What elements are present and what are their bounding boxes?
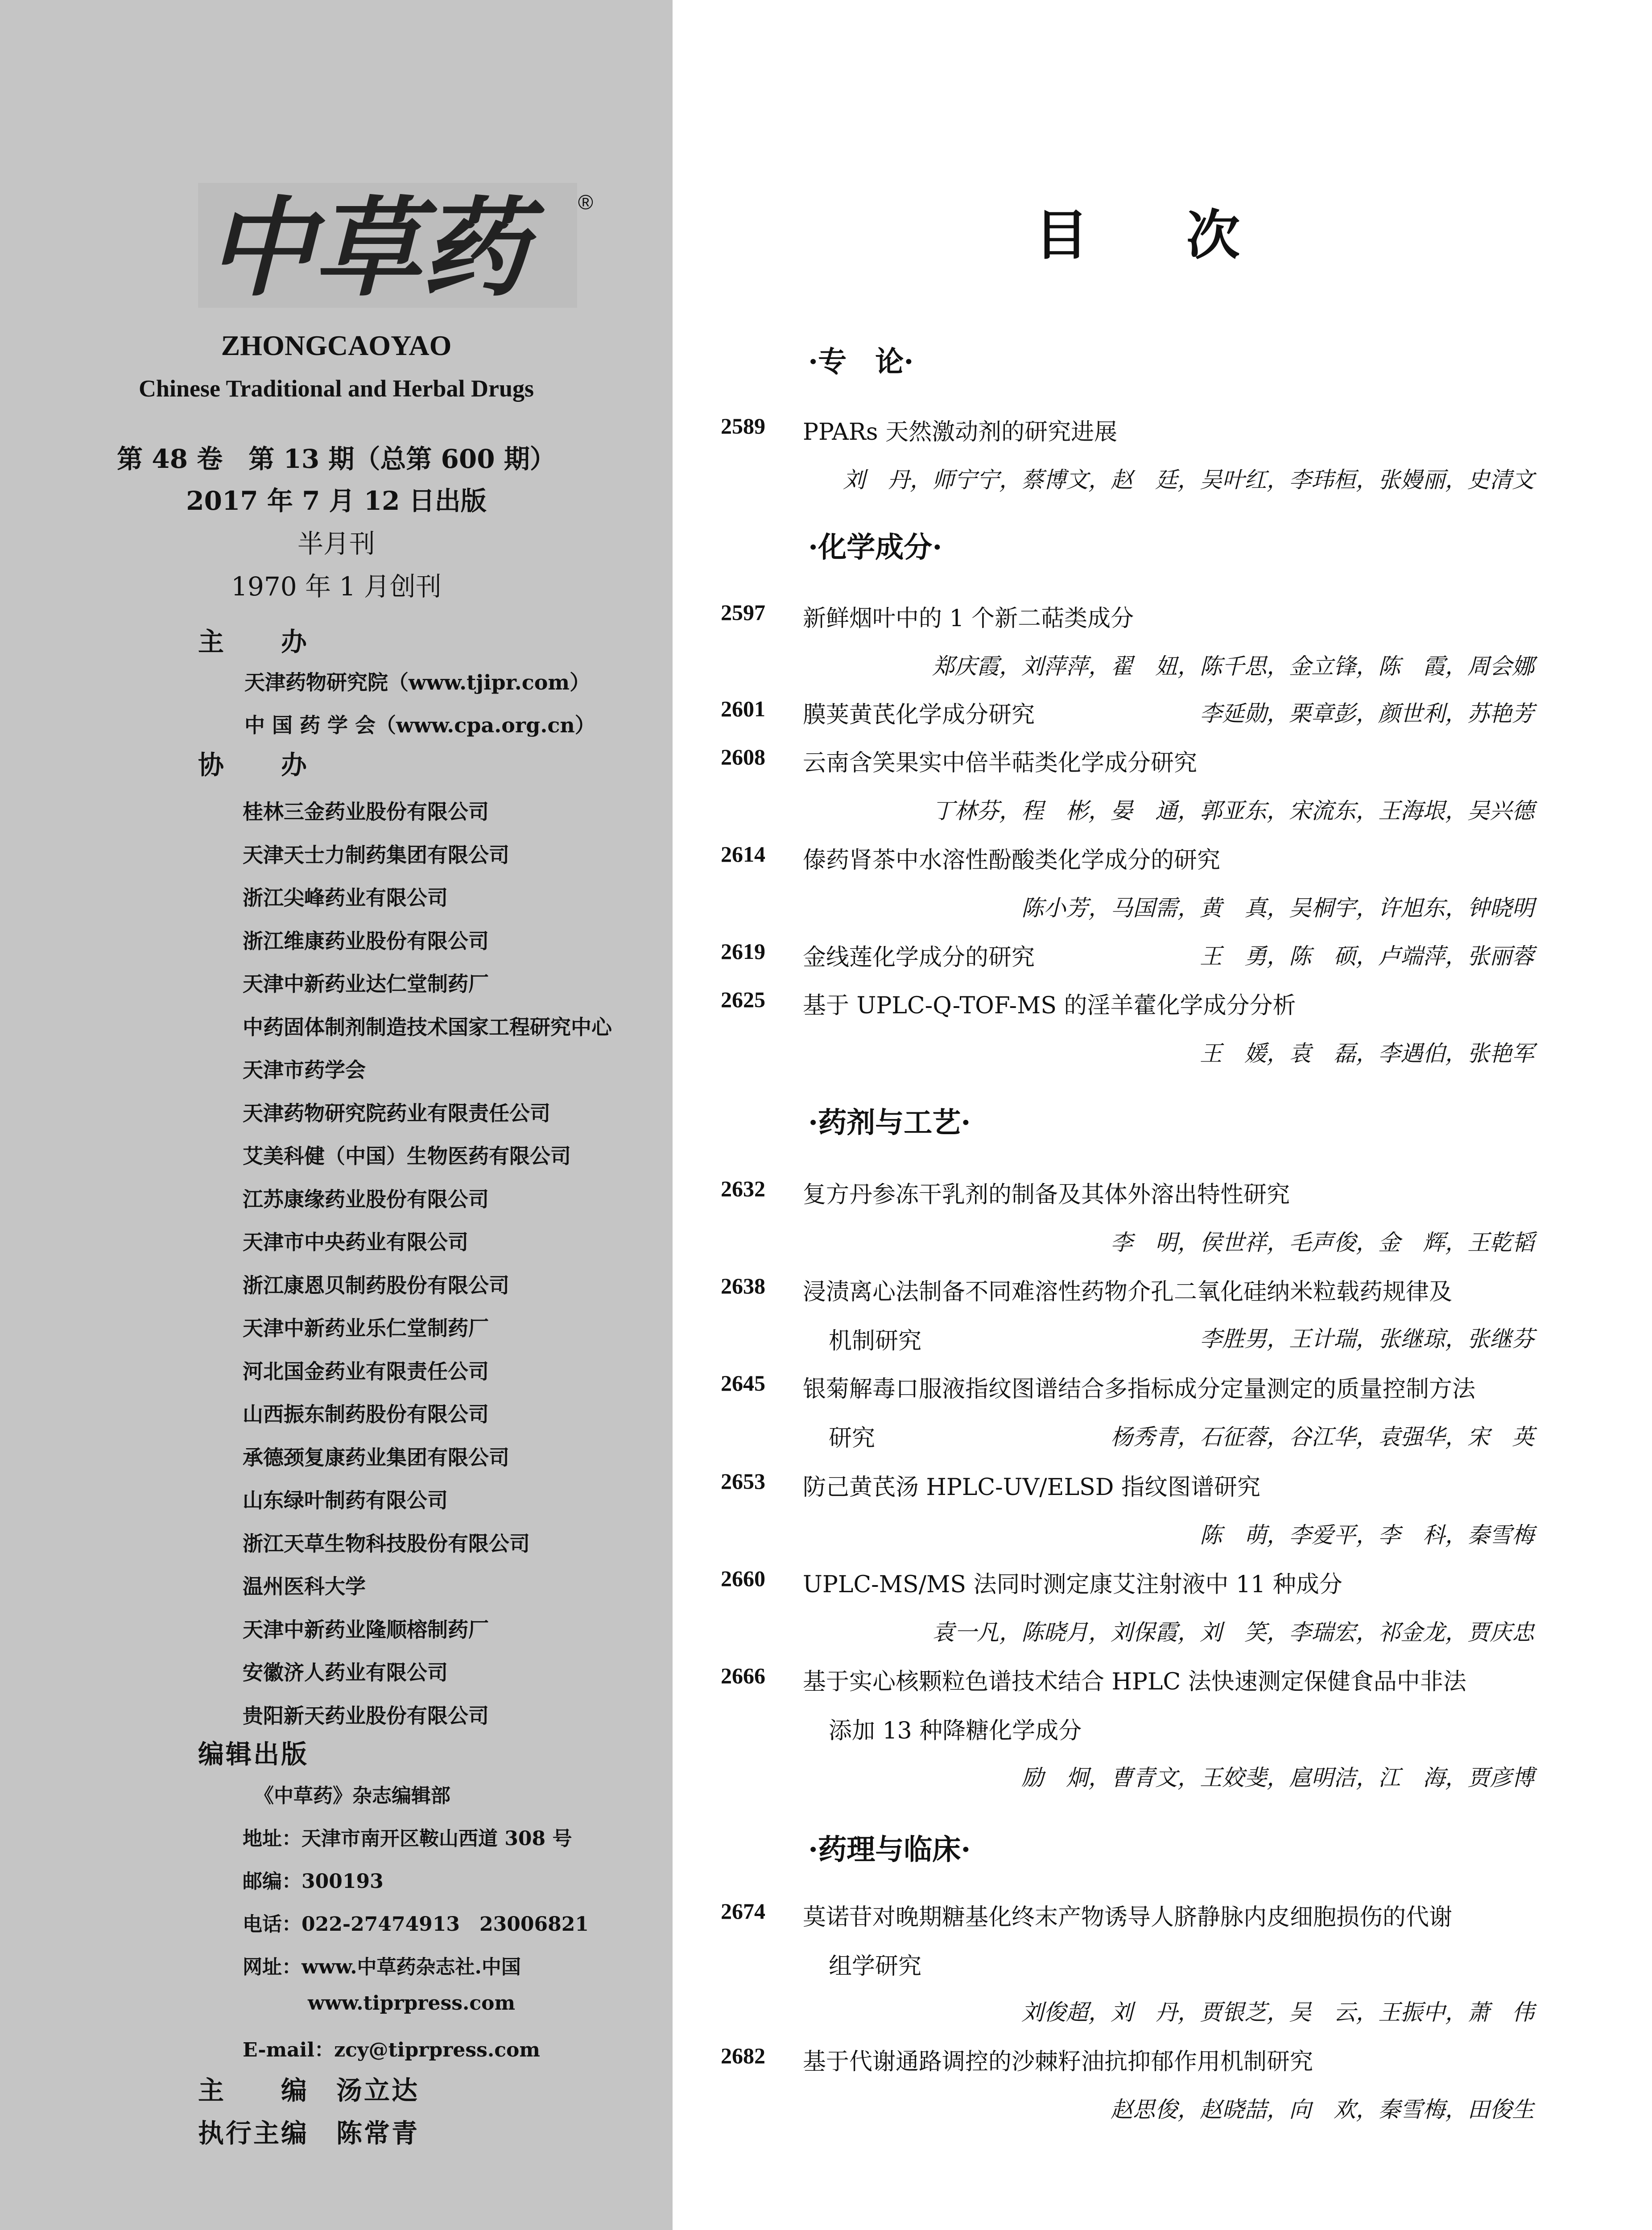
article-page-number[interactable]: 2666 [721, 1663, 765, 1688]
sidebar [0, 0, 673, 2230]
sponsor-item: 中 国 药 学 会（www.cpa.org.cn） [244, 713, 595, 737]
article-page-number[interactable]: 2653 [721, 1469, 765, 1494]
article-authors: 王 媛，袁 磊，李遇伯，张艳军 [1200, 1041, 1534, 1066]
co-sponsor-item: 艾美科健（中国）生物医药有限公司 [243, 1144, 571, 1168]
registered-mark: ® [578, 190, 593, 214]
co-sponsor-item: 浙江维康药业股份有限公司 [243, 929, 489, 953]
article-page-number[interactable]: 2682 [721, 2043, 765, 2068]
co-sponsor-item: 天津市中央药业有限公司 [243, 1230, 468, 1254]
co-sponsor-item: 中药固体制剂制造技术国家工程研究中心 [243, 1015, 612, 1039]
co-sponsor-item: 天津中新药业乐仁堂制药厂 [243, 1316, 489, 1340]
article-authors: 刘 丹，师宁宁，蔡博文，赵 廷，吴叶红，李玮桓，张嫚丽，史清文 [843, 467, 1534, 493]
article-title[interactable]: 复方丹参冻干乳剂的制备及其体外溶出特性研究 [803, 1181, 1290, 1208]
article-title[interactable]: 莫诺苷对晚期糖基化终末产物诱导人脐静脉内皮细胞损伤的代谢 [803, 1904, 1453, 1931]
article-title[interactable]: UPLC-MS/MS 法同时测定康艾注射液中 11 种成分 [803, 1571, 1342, 1598]
co-sponsor-item: 浙江天草生物科技股份有限公司 [243, 1531, 530, 1556]
article-page-number[interactable]: 2660 [721, 1566, 765, 1591]
article-authors: 杨秀青，石征蓉，谷江华，袁强华，宋 英 [1111, 1424, 1534, 1450]
journal-english-subtitle: Chinese Traditional and Herbal Drugs [138, 375, 534, 402]
frequency: 半月刊 [297, 529, 375, 559]
article-page-number[interactable]: 2597 [721, 600, 765, 625]
publish-date: 2017 年 7 月 12 日出版 [186, 486, 487, 516]
article-page-number[interactable]: 2638 [721, 1273, 765, 1298]
article-page-number[interactable]: 2601 [721, 696, 765, 721]
article-authors: 郑庆霞，刘萍萍，翟 妞，陈千思，金立锋，陈 霞，周会娜 [932, 653, 1534, 679]
article-title[interactable]: 膜荚黄芪化学成分研究 [803, 702, 1035, 728]
article-authors: 李胜男，王计瑞，张继琼，张继芬 [1200, 1326, 1534, 1352]
article-authors: 王 勇，陈 硕，卢端萍，张丽蓉 [1200, 943, 1534, 969]
editorial-postcode: 邮编：300193 [243, 1870, 384, 1893]
volume-issue: 第 48 卷 第 13 期（总第 600 期） [117, 444, 556, 474]
article-title[interactable]: 组学研究 [829, 1953, 922, 1980]
toc-title [1035, 193, 1240, 269]
founded-date: 1970 年 1 月创刊 [231, 571, 442, 602]
article-title[interactable]: 基于实心核颗粒色谱技术结合 HPLC 法快速测定保健食品中非法 [803, 1668, 1466, 1695]
svg-text:中草药: 中草药 [207, 185, 529, 308]
chief-editor: 主 编 汤立达 [198, 2075, 420, 2106]
co-sponsor-heading: 协 办 [198, 750, 309, 780]
section-heading: ·药理与临床· [808, 1833, 971, 1867]
article-title[interactable]: 研究 [829, 1425, 876, 1452]
co-sponsor-item: 桂林三金药业股份有限公司 [243, 800, 489, 824]
article-title[interactable]: 云南含笑果实中倍半萜类化学成分研究 [803, 750, 1198, 776]
editorial-phone: 电话：022-27474913 23006821 [243, 1913, 589, 1936]
article-page-number[interactable]: 2645 [721, 1371, 765, 1396]
co-sponsor-item: 天津天士力制药集团有限公司 [243, 842, 509, 867]
article-page-number[interactable]: 2608 [721, 744, 765, 769]
journal-english-title: ZHONGCAOYAO [221, 330, 452, 361]
co-sponsor-item: 浙江尖峰药业有限公司 [243, 886, 448, 910]
co-sponsor-item: 安徽济人药业有限公司 [243, 1660, 448, 1685]
article-title[interactable]: 基于代谢通路调控的沙棘籽油抗抑郁作用机制研究 [803, 2048, 1313, 2075]
co-sponsor-item: 天津中新药业隆顺榕制药厂 [243, 1617, 489, 1642]
article-title[interactable]: 防己黄芪汤 HPLC-UV/ELSD 指纹图谱研究 [803, 1474, 1260, 1501]
article-title[interactable]: 添加 13 种降糖化学成分 [829, 1718, 1082, 1744]
section-heading: ·专 论· [808, 345, 914, 379]
article-authors: 丁林芬，程 彬，晏 通，郭亚东，宋流东，王海垠，吴兴德 [932, 798, 1534, 824]
section-heading: ·化学成分· [808, 531, 942, 564]
sponsor-item: 天津药物研究院（www.tjipr.com） [244, 670, 591, 694]
article-page-number[interactable]: 2589 [721, 413, 765, 438]
article-title[interactable]: 基于 UPLC-Q-TOF-MS 的淫羊藿化学成分分析 [803, 992, 1296, 1019]
sponsor-heading: 主 办 [198, 627, 309, 657]
article-title[interactable]: 机制研究 [829, 1328, 922, 1355]
co-sponsor-item: 江苏康缘药业股份有限公司 [243, 1187, 489, 1211]
article-authors: 袁一凡，陈晓月，刘保霞，刘 笑，李瑞宏，祁金龙，贾庆忠 [932, 1619, 1534, 1645]
co-sponsor-item: 浙江康恩贝制药股份有限公司 [243, 1273, 509, 1297]
editorial-heading: 编辑出版 [198, 1739, 309, 1769]
article-title[interactable]: 银菊解毒口服液指纹图谱结合多指标成分定量测定的质量控制方法 [803, 1376, 1476, 1403]
article-authors: 陈 萌，李爱平，李 科，秦雪梅 [1200, 1522, 1534, 1548]
co-sponsor-item: 贵阳新天药业股份有限公司 [243, 1703, 489, 1728]
executive-editor: 执行主编 陈常青 [198, 2118, 420, 2148]
co-sponsor-item: 承德颈复康药业集团有限公司 [243, 1445, 509, 1470]
co-sponsor-item: 山东绿叶制药有限公司 [243, 1488, 448, 1512]
toc-title-char: 次 [1186, 205, 1240, 267]
editorial-website[interactable]: 网址：www.中草药杂志社.中国 [243, 1956, 521, 1978]
article-authors: 陈小芳，马国需，黄 真，吴桐宇，许旭东，钟晓明 [1021, 895, 1534, 921]
co-sponsor-item: 天津市药学会 [243, 1058, 366, 1082]
article-page-number[interactable]: 2619 [721, 939, 765, 964]
co-sponsor-item: 河北国金药业有限责任公司 [243, 1359, 489, 1383]
section-heading: ·药剂与工艺· [808, 1106, 971, 1140]
toc-title-char: 目 [1035, 205, 1088, 267]
editorial-email[interactable]: E-mail：zcy@tiprpress.com [243, 2039, 540, 2061]
article-title[interactable]: PPARs 天然激动剂的研究进展 [803, 419, 1118, 446]
article-page-number[interactable]: 2625 [721, 987, 765, 1012]
co-sponsor-item: 山西振东制药股份有限公司 [243, 1402, 489, 1426]
co-sponsor-item: 天津中新药业达仁堂制药厂 [243, 972, 489, 996]
editorial-website-2[interactable]: www.tiprpress.com [308, 1992, 516, 2015]
article-authors: 李延勋，栗章彭，颜世利，苏艳芳 [1200, 701, 1534, 727]
journal-logo [198, 183, 577, 308]
article-title[interactable]: 傣药肾茶中水溶性酚酸类化学成分的研究 [803, 847, 1221, 874]
article-authors: 赵思俊，赵晓喆，向 欢，秦雪梅，田俊生 [1111, 2097, 1534, 2123]
co-sponsor-item: 温州医科大学 [243, 1574, 366, 1598]
editorial-address: 地址：天津市南开区鞍山西道 308 号 [243, 1827, 572, 1850]
article-page-number[interactable]: 2674 [721, 1899, 765, 1924]
article-page-number[interactable]: 2614 [721, 842, 765, 867]
co-sponsor-item: 天津药物研究院药业有限责任公司 [243, 1101, 550, 1125]
article-title[interactable]: 新鲜烟叶中的 1 个新二萜类成分 [803, 605, 1134, 632]
article-title[interactable]: 金线莲化学成分的研究 [803, 944, 1035, 971]
article-authors: 励 炯，曹青文，王姣斐，扈明洁，江 海，贾彦博 [1021, 1765, 1534, 1791]
article-authors: 李 明，侯世祥，毛声俊，金 辉，王乾韬 [1111, 1230, 1534, 1255]
article-page-number[interactable]: 2632 [721, 1176, 765, 1201]
article-title[interactable]: 浸渍离心法制备不同难溶性药物介孔二氧化硅纳米粒载药规律及 [803, 1279, 1453, 1305]
editorial-dept: 《中草药》杂志编辑部 [254, 1784, 450, 1807]
article-authors: 刘俊超，刘 丹，贾银芝，吴 云，王振中，萧 伟 [1021, 1999, 1534, 2025]
